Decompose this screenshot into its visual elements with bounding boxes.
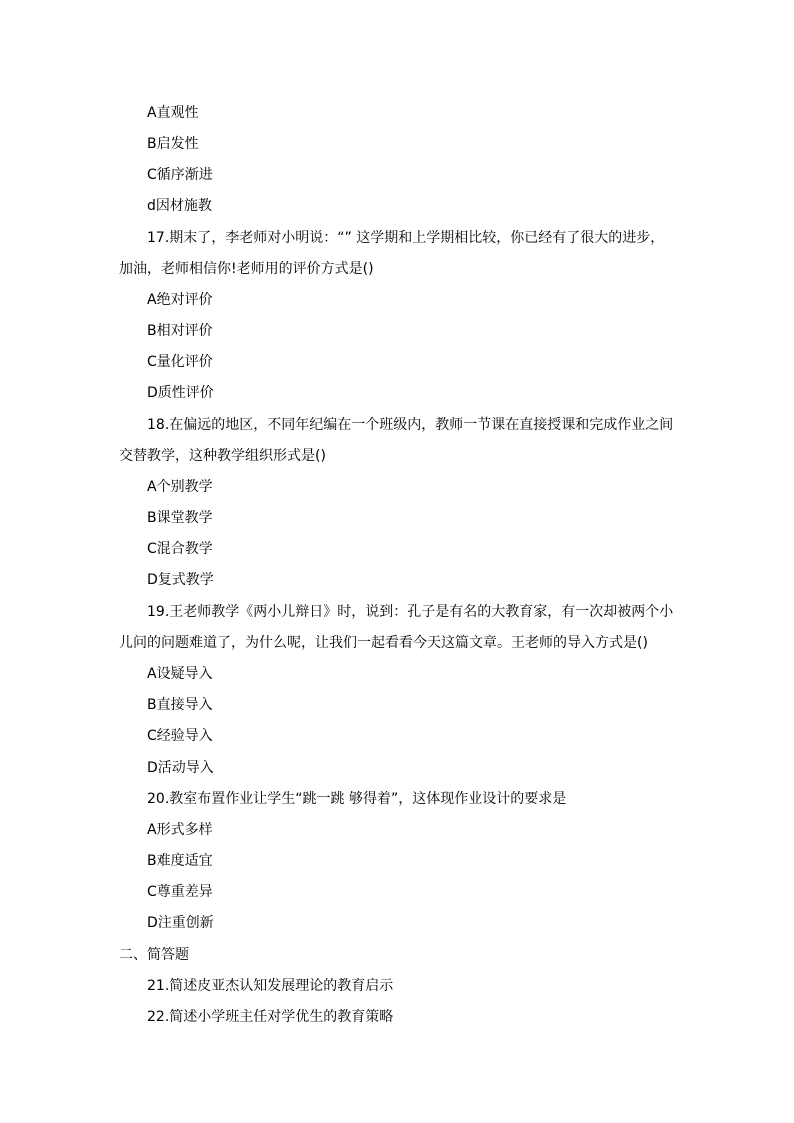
question-17-text: 17.期末了，李老师对小明说：“” 这学期和上学期相比较，你已经有了很大的进步， — [147, 230, 665, 246]
option-b: B启发性 — [147, 136, 199, 152]
q18-option-a: A个别教学 — [147, 479, 213, 495]
q19-option-c: C经验导入 — [147, 728, 213, 744]
q20-option-d: D注重创新 — [147, 915, 214, 931]
q19-option-b: B直接导入 — [147, 697, 213, 713]
question-19-text: 19.王老师教学《两小儿辩日》时，说到：孔子是有名的大教育家，有一次却被两个小 — [147, 604, 674, 620]
question-19-text-cont: 儿问的问题难道了，为什么呢，让我们一起看看今天这篇文章。王老师的导入方式是() — [119, 635, 648, 651]
question-17-text-cont: 加油，老师相信你!老师用的评价方式是() — [119, 261, 374, 277]
question-18-text: 18.在偏远的地区，不同年纪编在一个班级内，教师一节课在直接授课和完成作业之间 — [147, 417, 674, 433]
q19-option-d: D活动导入 — [147, 760, 214, 776]
q17-option-d: D质性评价 — [147, 385, 214, 401]
q20-option-b: B难度适宜 — [147, 853, 213, 869]
option-d: d因材施教 — [147, 198, 212, 214]
q19-option-a: A设疑导入 — [147, 666, 213, 682]
q18-option-c: C混合教学 — [147, 541, 213, 557]
section-heading: 二、简答题 — [119, 947, 189, 963]
q18-option-b: B课堂教学 — [147, 510, 213, 526]
question-22-text: 22.简述小学班主任对学优生的教育策略 — [147, 1009, 394, 1025]
q20-option-c: C尊重差异 — [147, 884, 213, 900]
question-21-text: 21.简述皮亚杰认知发展理论的教育启示 — [147, 978, 394, 994]
q20-option-a: A形式多样 — [147, 822, 213, 838]
q17-option-c: C量化评价 — [147, 354, 213, 370]
question-20-text: 20.教室布置作业让学生“跳一跳 够得着”，这体现作业设计的要求是 — [147, 791, 567, 807]
q17-option-a: A绝对评价 — [147, 292, 213, 308]
question-18-text-cont: 交替教学，这种教学组织形式是() — [119, 448, 326, 464]
q18-option-d: D复式教学 — [147, 572, 214, 588]
option-c: C循序渐进 — [147, 167, 213, 183]
q17-option-b: B相对评价 — [147, 323, 213, 339]
option-a: A直观性 — [147, 105, 199, 121]
